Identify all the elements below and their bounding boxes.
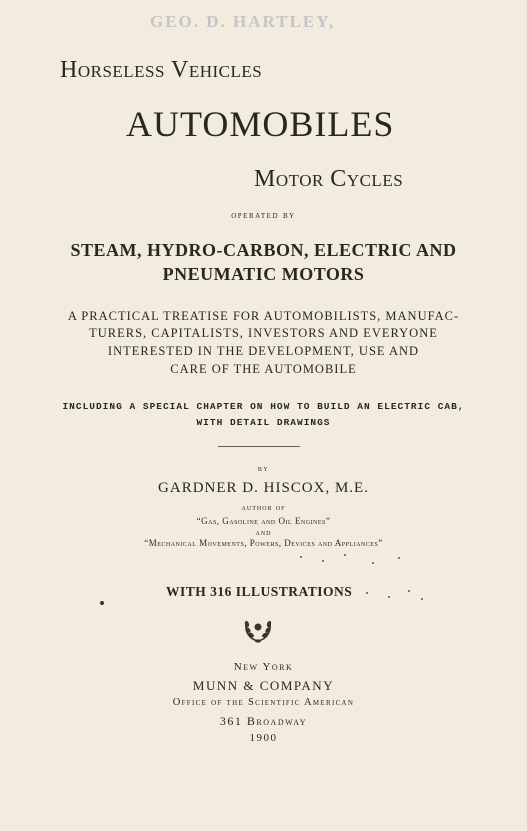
ink-speck <box>408 590 410 592</box>
publisher-city: New York <box>233 661 294 673</box>
ink-speck <box>344 554 346 556</box>
prior-work-1: “Gas, Gasoline and Oil Engines” <box>196 516 331 526</box>
publication-year: 1900 <box>249 732 278 744</box>
ink-dot <box>100 601 104 605</box>
ownership-stamp: GEO. D. HARTLEY, <box>150 12 336 31</box>
powers-line-2: PNEUMATIC MOTORS <box>162 264 365 284</box>
author-of-label: author of <box>241 502 286 512</box>
title-line-3: Motor Cycles <box>254 166 404 192</box>
description-line: A PRACTICAL TREATISE FOR AUTOMOBILISTS, MANUFAC- <box>67 309 460 323</box>
ink-speck <box>300 556 302 558</box>
and-label: and <box>255 528 272 537</box>
special-chapter-line: INCLUDING A SPECIAL CHAPTER ON HOW TO BUILD AN ELECTRIC CAB, <box>62 401 465 412</box>
title-line-2: AUTOMOBILES <box>126 104 395 144</box>
ink-speck <box>421 598 423 600</box>
ink-speck <box>366 592 368 594</box>
description-line: CARE OF THE AUTOMOBILE <box>170 362 357 376</box>
divider-rule <box>218 446 300 447</box>
by-label: by <box>257 463 270 473</box>
description-line: INTERESTED IN THE DEVELOPMENT, USE AND <box>107 344 420 358</box>
publisher-name: MUNN & COMPANY <box>192 678 335 693</box>
description-line: TURERS, CAPITALISTS, INVESTORS AND EVERYONE <box>89 326 438 340</box>
author-name: GARDNER D. HISCOX, M.E. <box>158 480 369 496</box>
special-chapter-line: WITH DETAIL DRAWINGS <box>196 417 331 428</box>
powers-line-1: STEAM, HYDRO-CARBON, ELECTRIC AND <box>70 240 457 260</box>
prior-work-2: “Mechanical Movements, Powers, Devices and Appliances” <box>144 538 383 548</box>
illustrations-count: WITH 316 ILLUSTRATIONS <box>166 584 353 599</box>
title-line-1: Horseless Vehicles <box>60 57 263 83</box>
ink-speck <box>372 562 374 564</box>
publisher-address: 361 Broadway <box>219 714 308 728</box>
ink-speck <box>322 560 324 562</box>
publisher-office: Office of the Scientific American <box>172 697 355 708</box>
operated-by: operated by <box>231 210 296 221</box>
ink-speck <box>388 596 390 598</box>
ink-speck <box>398 557 400 559</box>
wreath-ornament-icon <box>241 612 275 646</box>
